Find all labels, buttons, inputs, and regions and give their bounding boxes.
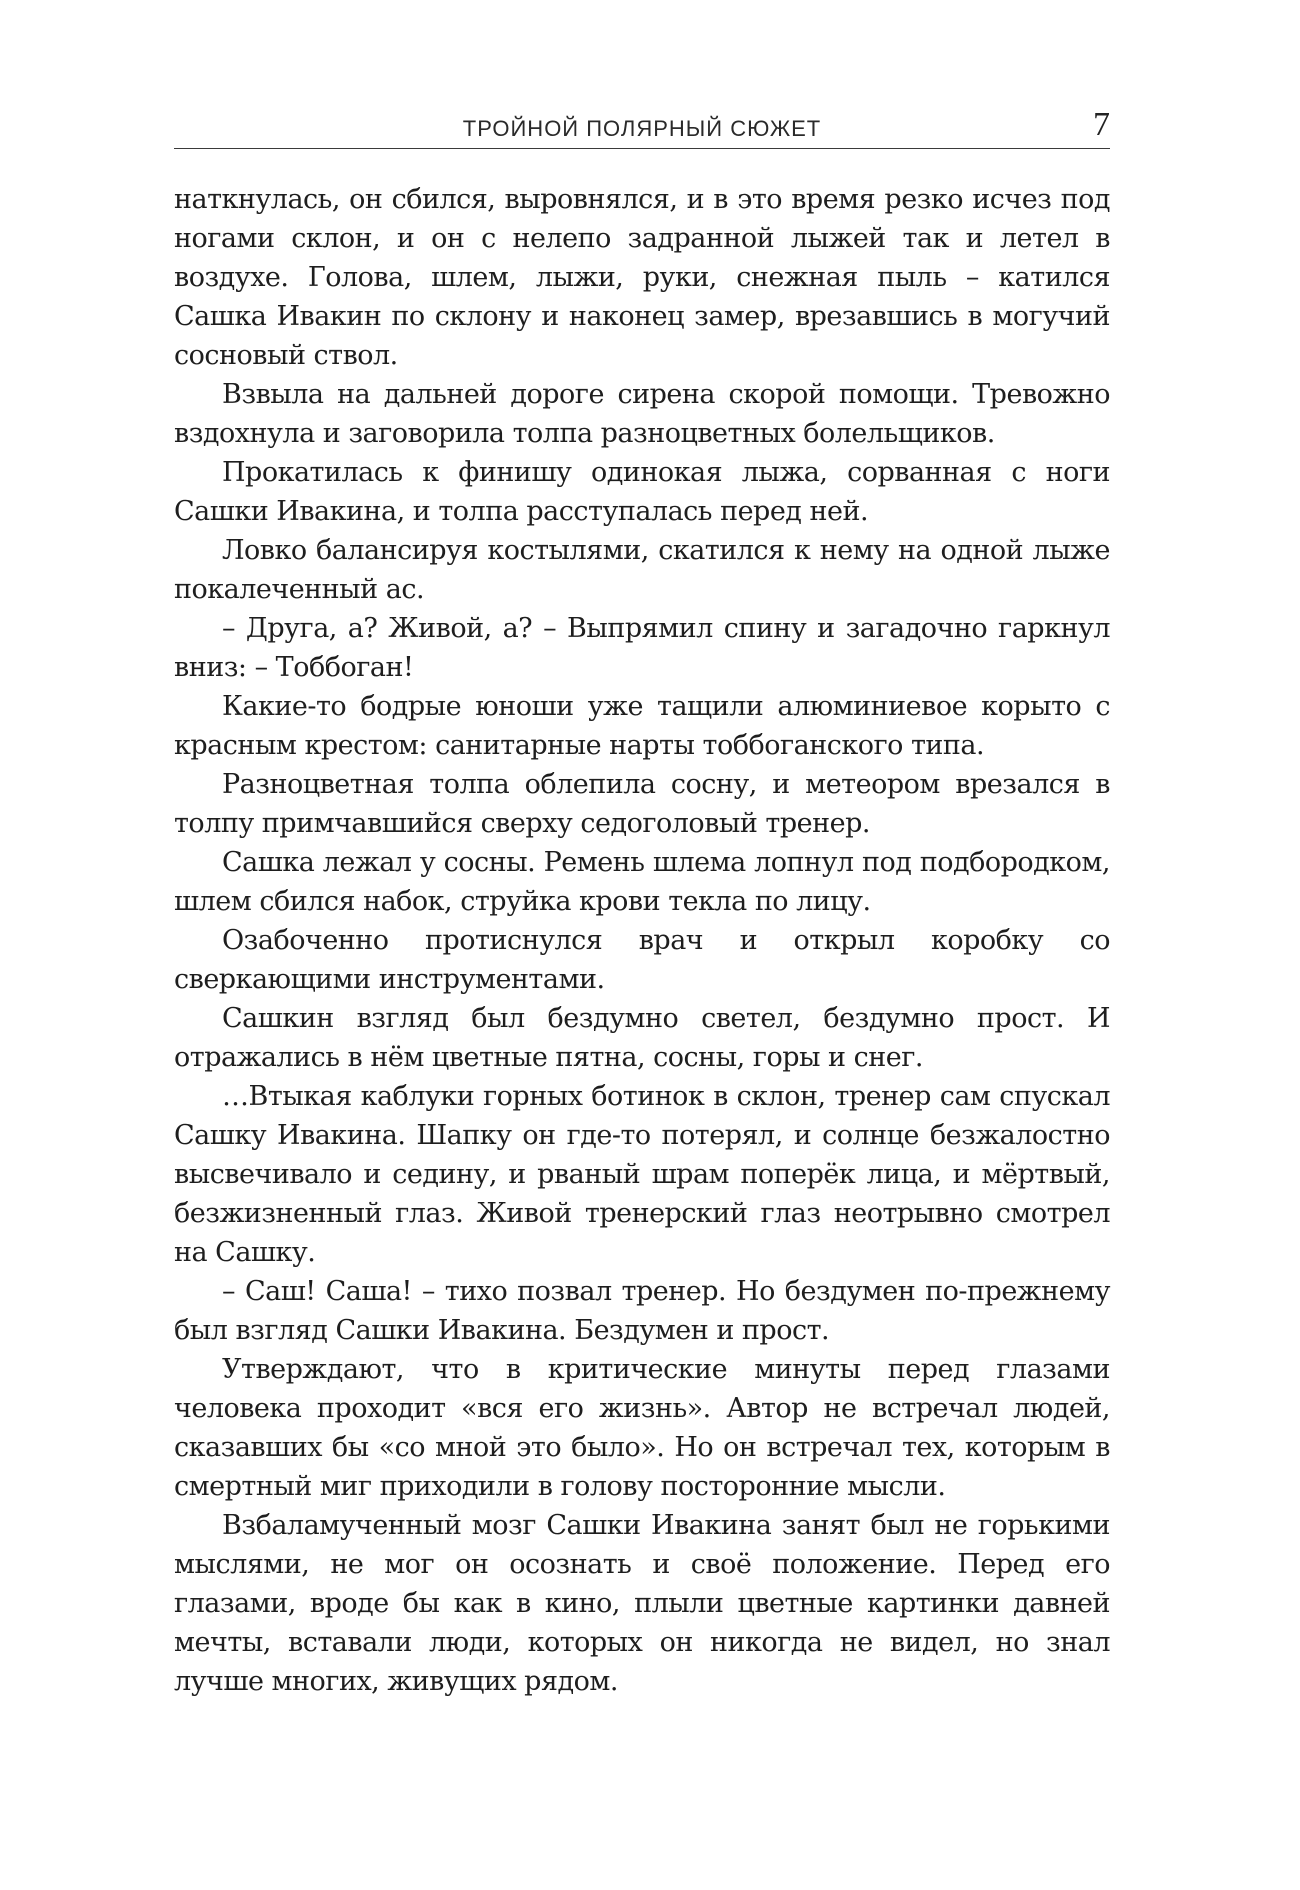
paragraph: Утверждают, что в критические минуты перед глазами человека проходит «вся его жизнь». Автор не встречал людей, сказавших бы «со мной это было». Но он встречал тех, которым в смертный миг приходили в голову посторонние мысли.	[174, 1354, 1110, 1502]
paragraph: Сашка лежал у сосны. Ремень шлема лопнул под подбородком, шлем сбился набок, струйка крови текла по лицу.	[174, 847, 1110, 917]
body-text	[174, 180, 1110, 1701]
paragraph: наткнулась, он сбился, выровнялся, и в это время резко исчез под ногами склон, и он с нелепо задранной лыжей так и летел в воздухе. Голова, шлем, лыжи, руки, снежная пыль – катился Сашка Ивакин по склону и наконец замер, врезавшись в могучий сосновый ствол.	[174, 184, 1110, 371]
paragraph: – Друга, а? Живой, а? – Выпрямил спину и загадочно гаркнул вниз: – Тоббоган!	[174, 613, 1110, 683]
paragraph: Какие-то бодрые юноши уже тащили алюминиевое корыто с красным крестом: санитарные нарты тоббоганского типа.	[174, 691, 1110, 761]
paragraph: Прокатилась к финишу одинокая лыжа, сорванная с ноги Сашки Ивакина, и толпа расступалась перед ней.	[174, 457, 1110, 527]
running-header	[174, 96, 1110, 149]
paragraph: – Саш! Саша! – тихо позвал тренер. Но бездумен по-прежнему был взгляд Сашки Ивакина. Бездумен и прост.	[174, 1276, 1110, 1346]
paragraph: Сашкин взгляд был бездумно светел, бездумно прост. И отражались в нём цветные пятна, сосны, горы и снег.	[174, 1003, 1110, 1073]
paragraph: Ловко балансируя костылями, скатился к нему на одной лыже покалеченный ас.	[174, 535, 1110, 605]
paragraph: Взбаламученный мозг Сашки Ивакина занят был не горькими мыслями, не мог он осознать и своё положение. Перед его глазами, вроде бы как в кино, плыли цветные картинки давней мечты, вставали люди, которых он никогда не видел, но знал лучше многих, живущих рядом.	[174, 1510, 1110, 1697]
page-number: 7	[1093, 106, 1110, 143]
paragraph: Разноцветная толпа облепила сосну, и метеором врезался в толпу примчавшийся сверху седоголовый тренер.	[174, 769, 1110, 839]
paragraph: …Втыкая каблуки горных ботинок в склон, тренер сам спускал Сашку Ивакина. Шапку он где-то потерял, и солнце безжалостно высвечивало и седину, и рваный шрам поперёк лица, и мёртвый, безжизненный глаз. Живой тренерский глаз неотрывно смотрел на Сашку.	[174, 1081, 1110, 1268]
running-title: ТРОЙНОЙ ПОЛЯРНЫЙ СЮЖЕТ	[462, 116, 822, 141]
paragraph: Озабоченно протиснулся врач и открыл коробку со сверкающими инструментами.	[174, 925, 1110, 995]
paragraph: Взвыла на дальней дороге сирена скорой помощи. Тревожно вздохнула и заговорила толпа разноцветных болельщиков.	[174, 379, 1110, 449]
